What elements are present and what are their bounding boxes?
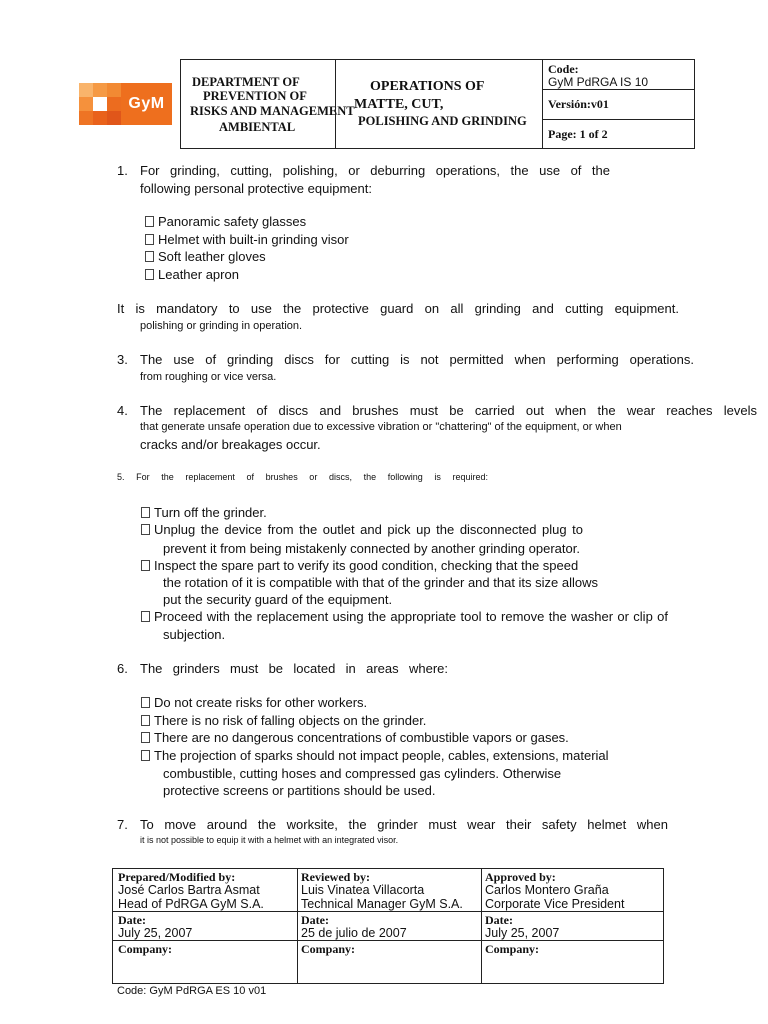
ppe-item: Leather apron [145, 266, 239, 283]
approved-label: Approved by: [485, 870, 556, 884]
condition-item-continuation: protective screens or partitions should be used. [163, 783, 436, 798]
company-label: Company: [118, 942, 173, 956]
department-line-2: PREVENTION OF [203, 89, 307, 103]
checkbox-icon [141, 560, 150, 571]
code-value: GyM PdRGA IS 10 [548, 75, 649, 89]
prepared-label: Prepared/Modified by: [118, 870, 236, 884]
reviewed-role: Technical Manager GyM S.A. [301, 897, 463, 911]
checkbox-icon [141, 697, 150, 708]
item-6-line-1: The grinders must be located in areas where: [140, 661, 448, 676]
item-6-number: 6. [117, 661, 128, 676]
step-item: Turn off the grinder. [141, 504, 267, 521]
checkbox-icon [141, 507, 150, 518]
logo-text: GyM [121, 83, 172, 125]
condition-item: There is no risk of falling objects on the grinder. [141, 712, 426, 729]
step-item-continuation: the rotation of it is compatible with that of the grinder and that its size allows [163, 575, 599, 590]
page-number: Page: 1 of 2 [548, 127, 608, 141]
reviewed-name: Luis Vinatea Villacorta [301, 883, 425, 897]
date-label: Date: [118, 913, 146, 927]
item-4-line-1: The replacement of discs and brushes must be carried out when the wear reaches levels [140, 403, 757, 418]
company-label: Company: [485, 942, 540, 956]
doc-title-line-3: POLISHING AND GRINDING [358, 114, 527, 128]
version-label: Versión:v01 [548, 97, 609, 111]
approved-role: Corporate Vice President [485, 897, 625, 911]
gym-logo [79, 83, 172, 125]
step-item-continuation: put the security guard of the equipment. [163, 592, 393, 607]
checkbox-icon [141, 524, 150, 535]
condition-item: There are no dangerous concentrations of combustible vapors or gases. [141, 729, 569, 746]
doc-title-line-2: MATTE, CUT, [354, 97, 444, 112]
footer-code: Code: GyM PdRGA ES 10 v01 [117, 985, 267, 997]
item-4-number: 4. [117, 403, 128, 418]
checkbox-icon [141, 750, 150, 761]
checkbox-icon [141, 732, 150, 743]
step-item: Unplug the device from the outlet and pick up the disconnected plug to [141, 521, 583, 538]
item-3-number: 3. [117, 352, 128, 367]
item-4-line-2: that generate unsafe operation due to excessive vibration or "chattering" of the equipment, or when [140, 421, 622, 433]
checkbox-icon [145, 216, 154, 227]
date-approved: July 25, 2007 [485, 926, 560, 940]
date-label: Date: [301, 913, 329, 927]
condition-item: Do not create risks for other workers. [141, 694, 367, 711]
item-1-number: 1. [117, 163, 128, 178]
item-3-line-1: The use of grinding discs for cutting is not permitted when performing operations. [140, 352, 694, 367]
ppe-item: Soft leather gloves [145, 248, 266, 265]
prepared-role: Head of PdRGA GyM S.A. [118, 897, 264, 911]
department-line-3: RISKS AND MANAGEMENT [190, 104, 355, 118]
logo-mark [79, 83, 121, 125]
checkbox-icon [145, 269, 154, 280]
code-label: Code: [548, 62, 579, 76]
item-7-line-2: it is not possible to equip it with a helmet with an integrated visor. [140, 835, 399, 845]
checkbox-icon [141, 611, 150, 622]
ppe-item: Panoramic safety glasses [145, 213, 306, 230]
checkbox-icon [141, 715, 150, 726]
date-label: Date: [485, 913, 513, 927]
date-reviewed: 25 de julio de 2007 [301, 926, 407, 940]
ppe-item: Helmet with built-in grinding visor [145, 231, 349, 248]
item-2-line-1: It is mandatory to use the protective guard on all grinding and cutting equipment. [117, 301, 679, 316]
step-item-continuation: subjection. [163, 627, 226, 642]
department-line-4: AMBIENTAL [219, 120, 296, 134]
reviewed-label: Reviewed by: [301, 870, 370, 884]
company-label: Company: [301, 942, 356, 956]
item-3-line-2: from roughing or vice versa. [140, 371, 277, 383]
item-7-number: 7. [117, 817, 128, 832]
condition-item-continuation: combustible, cutting hoses and compressed gas cylinders. Otherwise [163, 766, 562, 781]
item-4-line-3: cracks and/or breakages occur. [140, 437, 321, 452]
condition-item: The projection of sparks should not impact people, cables, extensions, material [141, 747, 609, 764]
approved-name: Carlos Montero Graña [485, 883, 609, 897]
item-7-line-1: To move around the worksite, the grinder must wear their safety helmet when [140, 817, 668, 832]
checkbox-icon [145, 234, 154, 245]
step-item-continuation: prevent it from being mistakenly connected by another grinding operator. [163, 541, 580, 556]
doc-title-line-1: OPERATIONS OF [370, 79, 485, 94]
prepared-name: José Carlos Bartra Asmat [118, 883, 260, 897]
step-item: Proceed with the replacement using the appropriate tool to remove the washer or clip of [141, 608, 668, 625]
item-1-line-1: For grinding, cutting, polishing, or deburring operations, the use of the [140, 163, 610, 178]
item-1-line-2: following personal protective equipment: [140, 181, 372, 196]
step-item: Inspect the spare part to verify its good condition, checking that the speed [141, 557, 578, 574]
date-prepared: July 25, 2007 [118, 926, 193, 940]
item-2-line-2: polishing or grinding in operation. [140, 320, 303, 332]
checkbox-icon [145, 251, 154, 262]
department-line-1: DEPARTMENT OF [192, 75, 300, 89]
item-5-line-1: 5. For the replacement of brushes or discs, the following is required: [117, 472, 488, 482]
